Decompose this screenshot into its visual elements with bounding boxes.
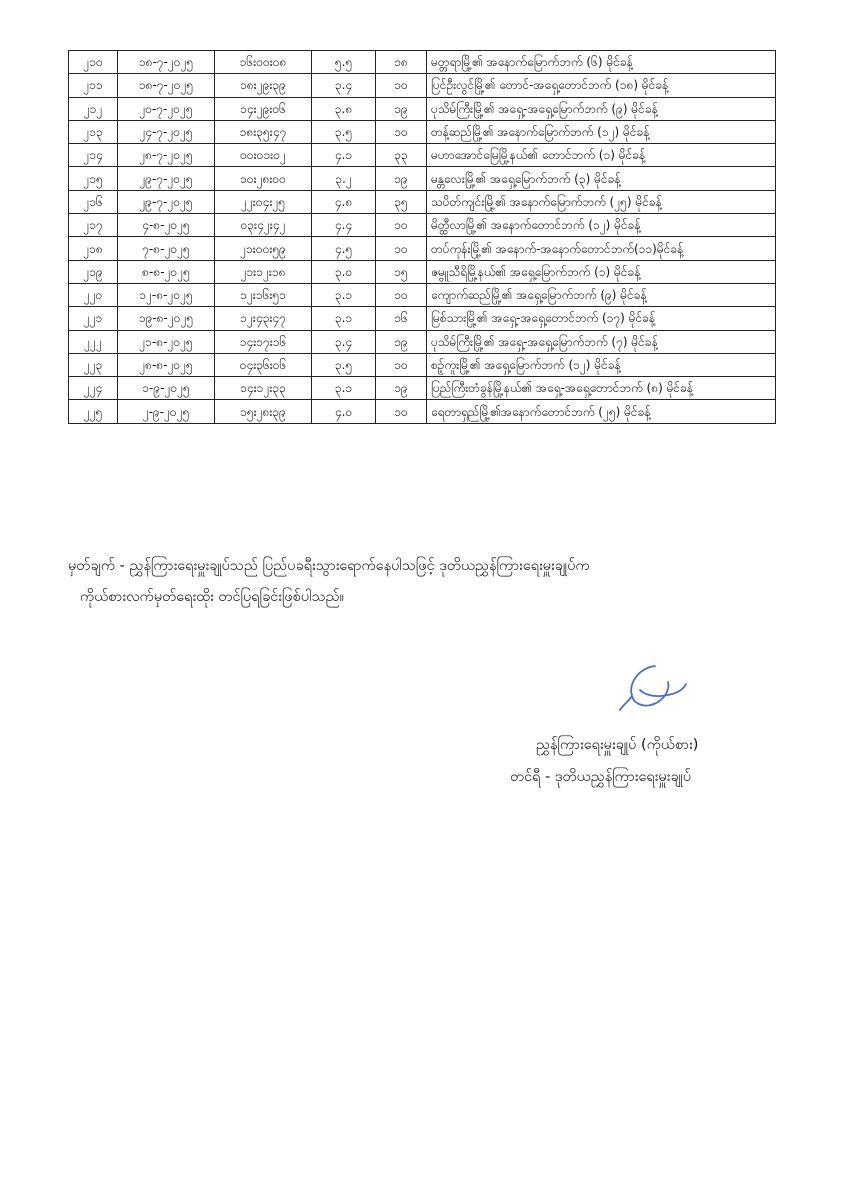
table-row [69,144,776,167]
table-cell: ၃.၁ [312,307,376,330]
table-cell: ၁၂း၄၃း၄၇ [215,307,312,330]
table-cell: ၄-၈-၂၀၂၅ [118,214,215,237]
table-cell: ၂၄-၇-၂၀၂၅ [118,120,215,143]
table-row [69,260,776,283]
table-cell: ၁၀း၂၈း၀၀ [215,167,312,190]
table-cell: ၃.၂ [312,167,376,190]
table-row [69,353,776,376]
table-row [69,97,776,120]
table-cell: ၁၄း၁၂း၃၃ [215,377,312,400]
table-row [69,330,776,353]
table-cell: မဟာအောင်မြေမြို့နယ်၏ တောင်ဘက် (၁) မိုင်ခန့် [427,144,776,167]
table-cell: ၁၀ [376,237,427,260]
table-cell: ၃.၀ [312,260,376,283]
table-cell: ၃၃ [376,144,427,167]
table-cell: ၄.၅ [312,237,376,260]
table-row [69,214,776,237]
signatory-name: တင်ရီ - ဒုတိယညွှန်ကြားရေးမှူးချုပ် [510,769,692,785]
table-cell: ကျောက်ဆည်မြို့၏ အရှေ့မြောက်ဘက် (၉) မိုင်ခန့် [427,283,776,306]
table-cell: ရေတာရှည်မြို့၏အနောက်တောင်ဘက် (၂၅) မိုင်ခန့် [427,400,776,423]
footnote [68,551,788,613]
table-cell: ၅.၅ [312,51,376,74]
table-cell: ၁၂-၈-၂၀၂၅ [118,283,215,306]
table-cell: ၂၂၃ [69,353,118,376]
table-cell: ၂၈-၈-၂၀၂၅ [118,353,215,376]
table-row [69,74,776,97]
table-cell: ၁၆ [376,307,427,330]
table-row [69,307,776,330]
table-cell: ၂၂း၀၄း၂၅ [215,190,312,213]
table-row [69,190,776,213]
table-cell: ၂၁၃ [69,120,118,143]
table-cell: ၁၉ [376,377,427,400]
table-cell: ၁၉ [376,97,427,120]
table-cell: ၃၅ [376,190,427,213]
table-cell: ဇမ္ဗူသီရိမြို့နယ်၏ အရှေ့မြောက်ဘက် (၁) မိုင်ခန့် [427,260,776,283]
footnote-line-2: ကိုယ်စားလက်မှတ်ရေးထိုး တင်ပြရခြင်းဖြစ်ပါသည်။ [80,589,345,605]
table-cell: ၂၁၀ [69,51,118,74]
table-cell: ၁၉-၈-၂၀၂၅ [118,307,215,330]
table-cell: ၃.၅ [312,353,376,376]
table-cell: ပုသိမ်ကြီးမြို့၏ အရှေ့-အရှေ့မြောက်ဘက် (၉) မိုင်ခန့် [427,97,776,120]
table-cell: ၁၀ [376,283,427,306]
table-cell: ၂၁၅ [69,167,118,190]
table-cell: ၂၁၉ [69,260,118,283]
table-cell: ၂၁၁ [69,74,118,97]
table-cell: ၁၅ [376,260,427,283]
table-cell: ၁၈-၇-၂၀၂၅ [118,51,215,74]
table-cell: ၁၈ [376,51,427,74]
table-cell: ၂၁-၈-၂၀၂၅ [118,330,215,353]
table-cell: ၁၈-၇-၂၀၂၅ [118,74,215,97]
table-cell: ၂၁း၀၀း၅၉ [215,237,312,260]
table-cell: ပုသိမ်ကြီးမြို့၏ အရှေ့-အရှေ့မြောက်ဘက် (၇) မိုင်ခန့် [427,330,776,353]
table-cell: ၀၃း၄၂း၄၂ [215,214,312,237]
table-cell: ၂၉-၇-၂၀၂၅ [118,167,215,190]
table-cell: ၁၀ [376,353,427,376]
handwritten-signature [610,660,690,720]
signatory-title: ညွှန်ကြားရေးမှူးချုပ် (ကိုယ်စား) [536,737,699,753]
table-cell: ၂၂၂ [69,330,118,353]
table-cell: ၁၈း၃၅း၄၇ [215,120,312,143]
table-cell: ၂၁၆ [69,190,118,213]
table-cell: ၃.၅ [312,120,376,143]
table-cell: ၂-၉-၂၀၂၅ [118,400,215,423]
table-row [69,377,776,400]
table-cell: ၁၂း၁၆း၅၁ [215,283,312,306]
table-row [69,167,776,190]
table-cell: ၂၂၁ [69,307,118,330]
table-cell: ၁၅း၂၈း၃၉ [215,400,312,423]
table-cell: မတ္တရာမြို့၏ အနောက်မြောက်ဘက် (၆) မိုင်ခန့် [427,51,776,74]
table-cell: ၇-၈-၂၀၂၅ [118,237,215,260]
table-cell: ၁၀ [376,74,427,97]
table-cell: ၄.၈ [312,190,376,213]
table-cell: ပြင်ဦးလွင်မြို့၏ တောင်-အရှေ့တောင်ဘက် (၁၈) မိုင်ခန့် [427,74,776,97]
table-cell: ၈-၈-၂၀၂၅ [118,260,215,283]
table-cell: တပ်ကုန်းမြို့၏ အနောက်-အနောက်တောင်ဘက်(၁၁)မိုင်ခန့် [427,237,776,260]
table-cell: ၃.၈ [312,97,376,120]
table-cell: ၂၂၀ [69,283,118,306]
table-cell: ၁၀ [376,400,427,423]
table-cell: ၂၁၈ [69,237,118,260]
table-cell: ၄.၁ [312,144,376,167]
table-cell: ၁၀ [376,214,427,237]
footnote-line-1: မှတ်ချက် - ညွှန်ကြားရေးမှူးချုပ်သည် ပြည်ပခရီးသွားရောက်နေပါသဖြင့် ဒုတိယညွှန်ကြားရေးမှူးချုပ်က [68,558,590,574]
table-cell: ၃.၄ [312,74,376,97]
table-cell: ၀၀း၀၁း၀၂ [215,144,312,167]
table-cell: ပြည်ကြီးတံခွန်မြို့နယ်၏ အရှေ့-အရှေ့တောင်ဘက် (၈) မိုင်ခန့် [427,377,776,400]
table-cell: ၁၉ [376,330,427,353]
table-row [69,51,776,74]
table-cell: ၁-၉-၂၀၂၅ [118,377,215,400]
table-cell: ၂၁၄ [69,144,118,167]
table-cell: ၃.၁ [312,283,376,306]
table-cell: ၄.၄ [312,214,376,237]
table-cell: မန္တလေးမြို့၏ အရှေ့မြောက်ဘက် (၃) မိုင်ခန့် [427,167,776,190]
table-cell: ၂၀-၇-၂၀၂၅ [118,97,215,120]
table-row [69,400,776,423]
table-cell: ၂၁း၁၂း၁၈ [215,260,312,283]
earthquake-table [68,50,776,424]
table-cell: ၁၀ [376,120,427,143]
table-cell: ၂၉-၇-၂၀၂၅ [118,190,215,213]
table-cell: ၁၄း၂၉း၀၆ [215,97,312,120]
table-cell: ၁၆း၀၀း၀၈ [215,51,312,74]
table-cell: ၀၄း၃၆း၀၆ [215,353,312,376]
table-cell: မြစ်သားမြို့၏ အရှေ့-အရှေ့တောင်ဘက် (၁၇) မိုင်ခန့် [427,307,776,330]
table-row [69,283,776,306]
table-cell: ၃.၁ [312,377,376,400]
table-cell: တန့်ဆည်မြို့၏ အနောက်မြောက်ဘက် (၁၂) မိုင်ခန့် [427,120,776,143]
table-cell: ၂၁၇ [69,214,118,237]
table-cell: ၂၂၄ [69,377,118,400]
table-cell: မိတ္ထီလာမြို့၏ အနောက်တောင်ဘက် (၁၂) မိုင်ခန့် [427,214,776,237]
table-cell: ၄.၀ [312,400,376,423]
table-cell: ၃.၄ [312,330,376,353]
table-cell: ၁၄း၁၇း၁၆ [215,330,312,353]
table-cell: ၁၈း၂၉း၃၉ [215,74,312,97]
table-row [69,237,776,260]
table-cell: စဉ့်ကူးမြို့၏ အရှေ့မြောက်ဘက် (၁၂) မိုင်ခန့် [427,353,776,376]
table-cell: ၂၈-၇-၂၀၂၅ [118,144,215,167]
table-cell: သပိတ်ကျင်းမြို့၏ အနောက်မြောက်ဘက် (၂၅) မိုင်ခန့် [427,190,776,213]
table-cell: ၂၁၂ [69,97,118,120]
table-cell: ၁၉ [376,167,427,190]
table-row [69,120,776,143]
table-cell: ၂၂၅ [69,400,118,423]
